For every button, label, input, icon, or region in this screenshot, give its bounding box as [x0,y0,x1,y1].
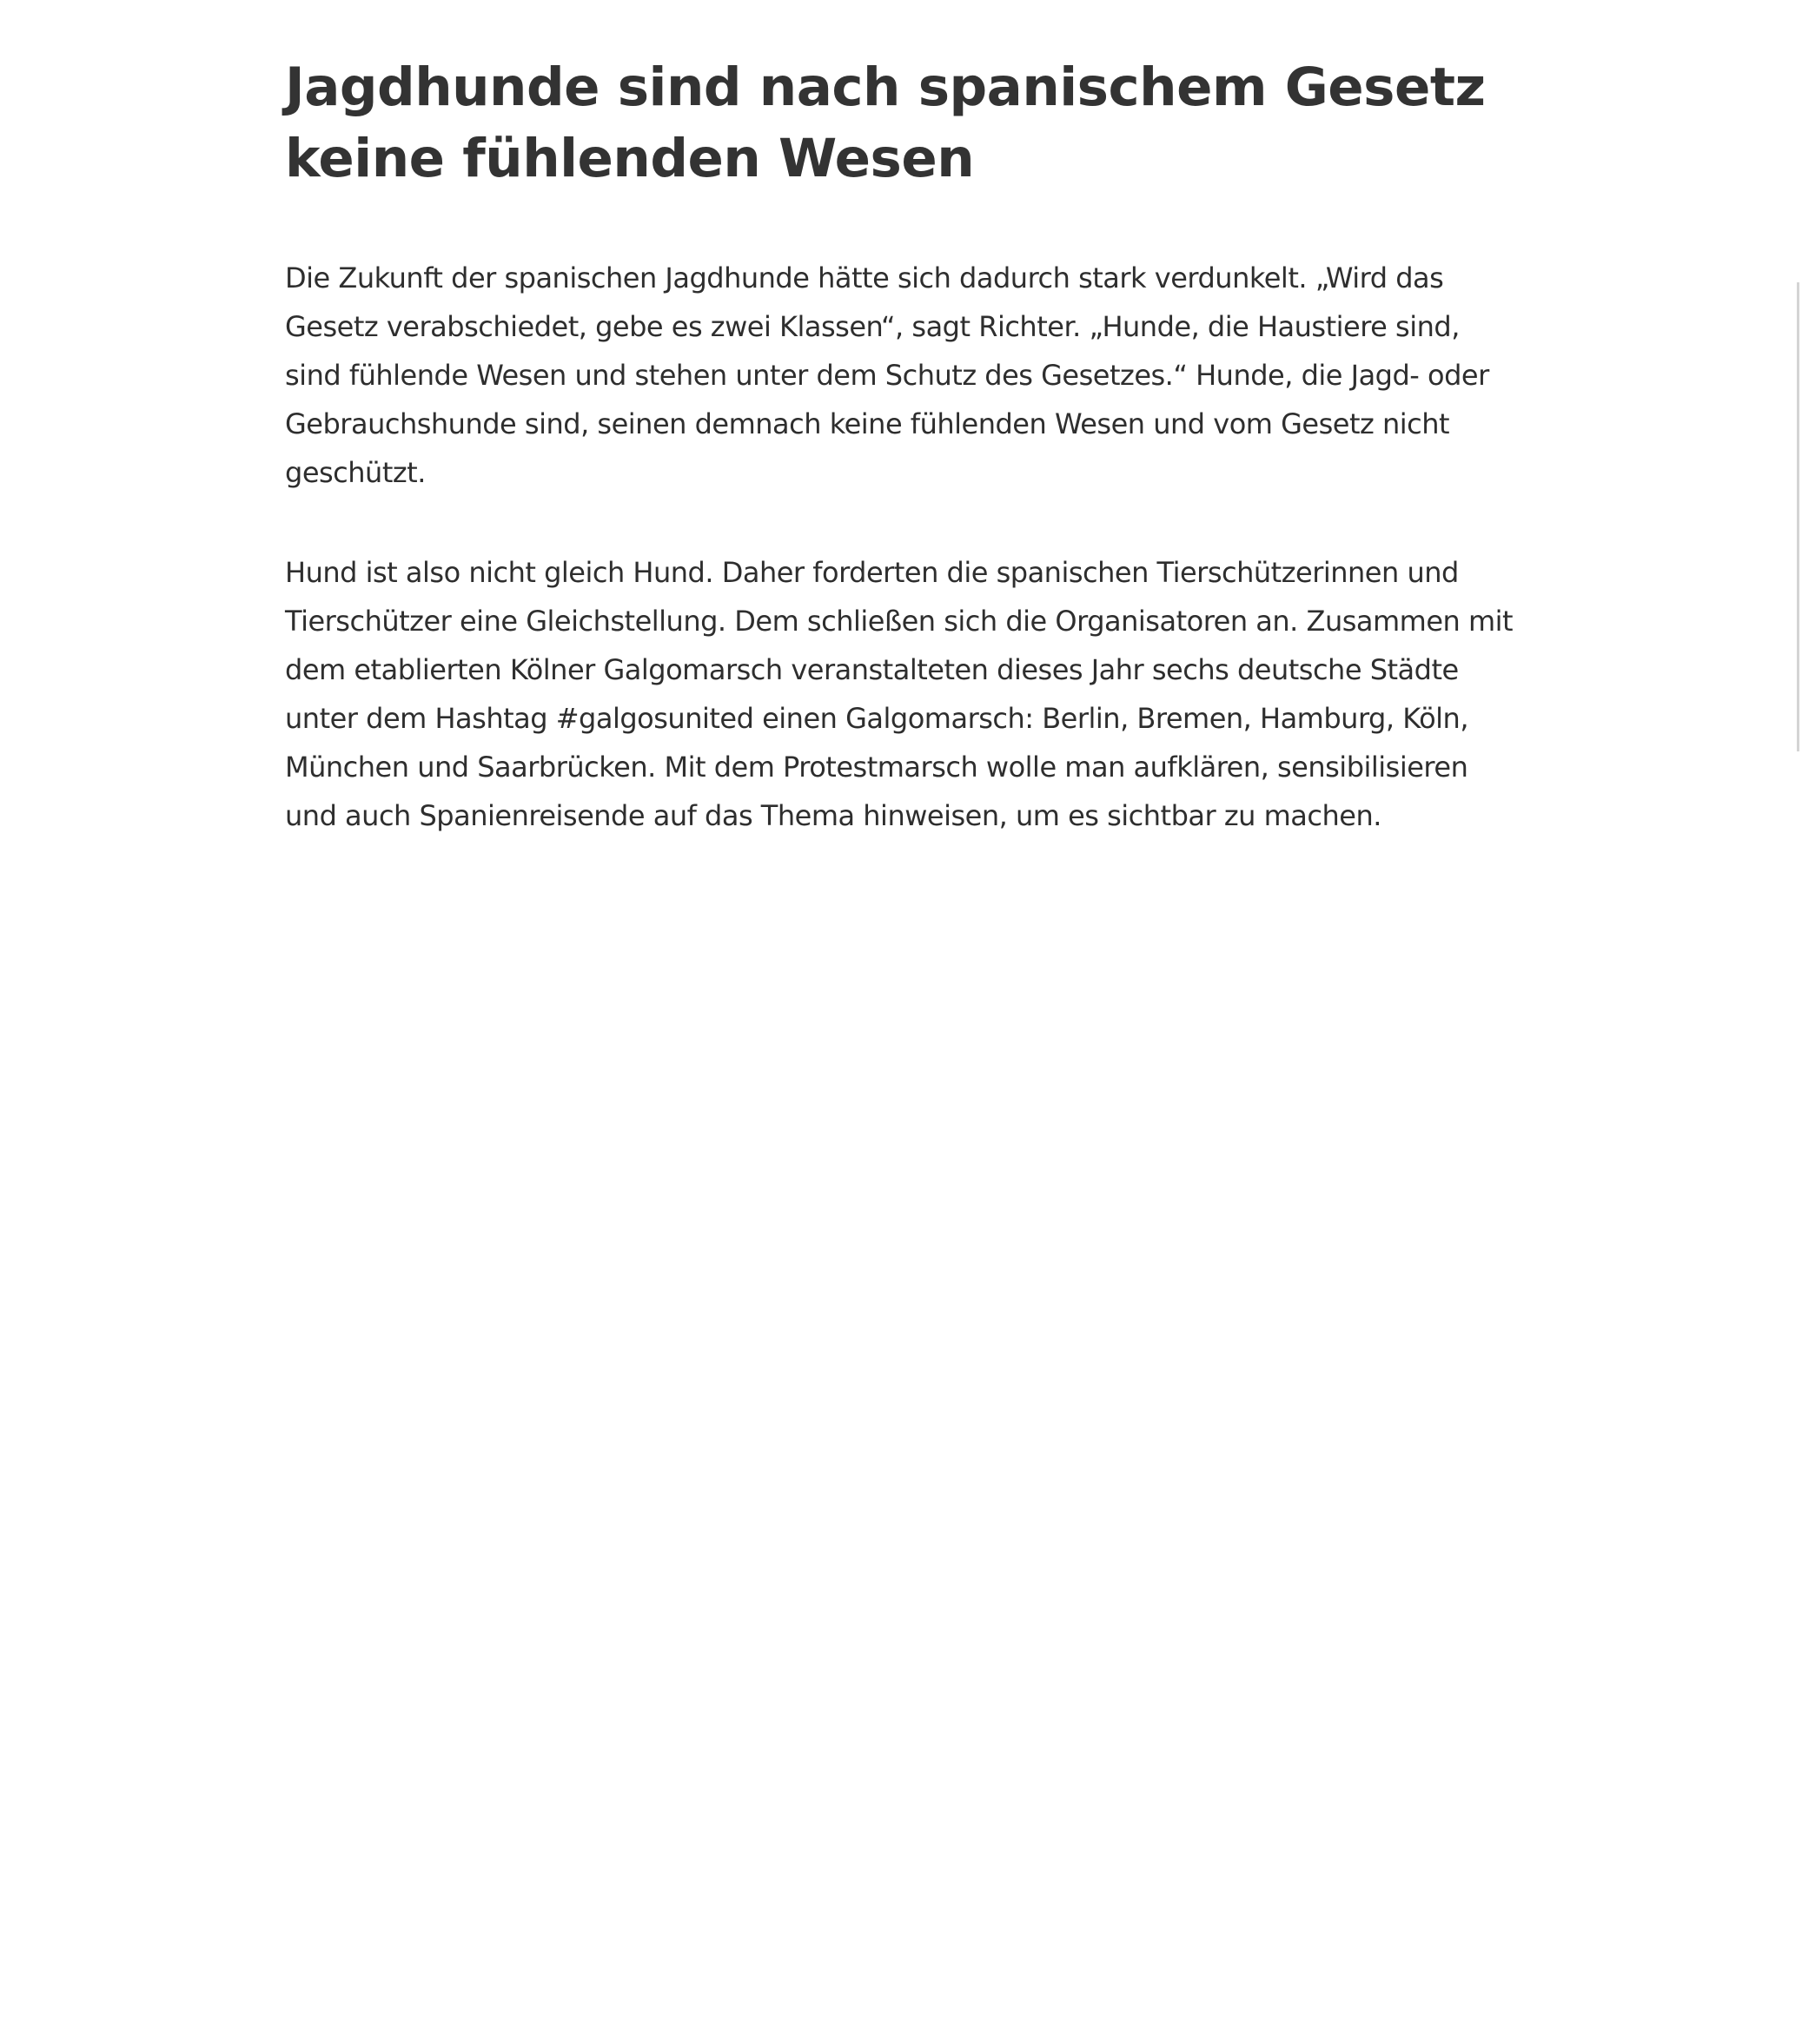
article-headline: Jagdhunde sind nach spanischem Gesetz keine fühlenden Wesen [285,56,1486,189]
article [285,52,1519,840]
scrollbar-track[interactable] [1797,282,1799,751]
article-paragraph-1: Die Zukunft der spanischen Jagdhunde hätte sich dadurch stark verdunkelt. „Wird das Gesetz verabschiedet, gebe es zwei Klassen“, sagt Richter. „Hunde, die Haustiere sind, sind fühlende Wesen und stehen unter dem Schutz des Gesetzes.“ Hunde, die Jagd- oder Gebrauchshunde sind, seinen demnach keine fühlenden Wesen und vom Gesetz nicht geschützt. [285,261,1489,489]
article-paragraph-2: Hund ist also nicht gleich Hund. Daher forderten die spanischen Tierschützerinnen und Tierschützer eine Gleichstellung. Dem schließen sich die Organisatoren an. Zusammen mit dem etablierten Kölner Galgomarsch veranstalteten dieses Jahr sechs deutsche Städte unter dem Hashtag #galgosunited einen Galgomarsch: Berlin, Bremen, Hamburg, Köln, München und Saarbrücken. Mit dem Protestmarsch wolle man aufklären, sensibilisieren und auch Spanienreisende auf das Thema hinweisen, um es sichtbar zu machen. [285,556,1514,832]
